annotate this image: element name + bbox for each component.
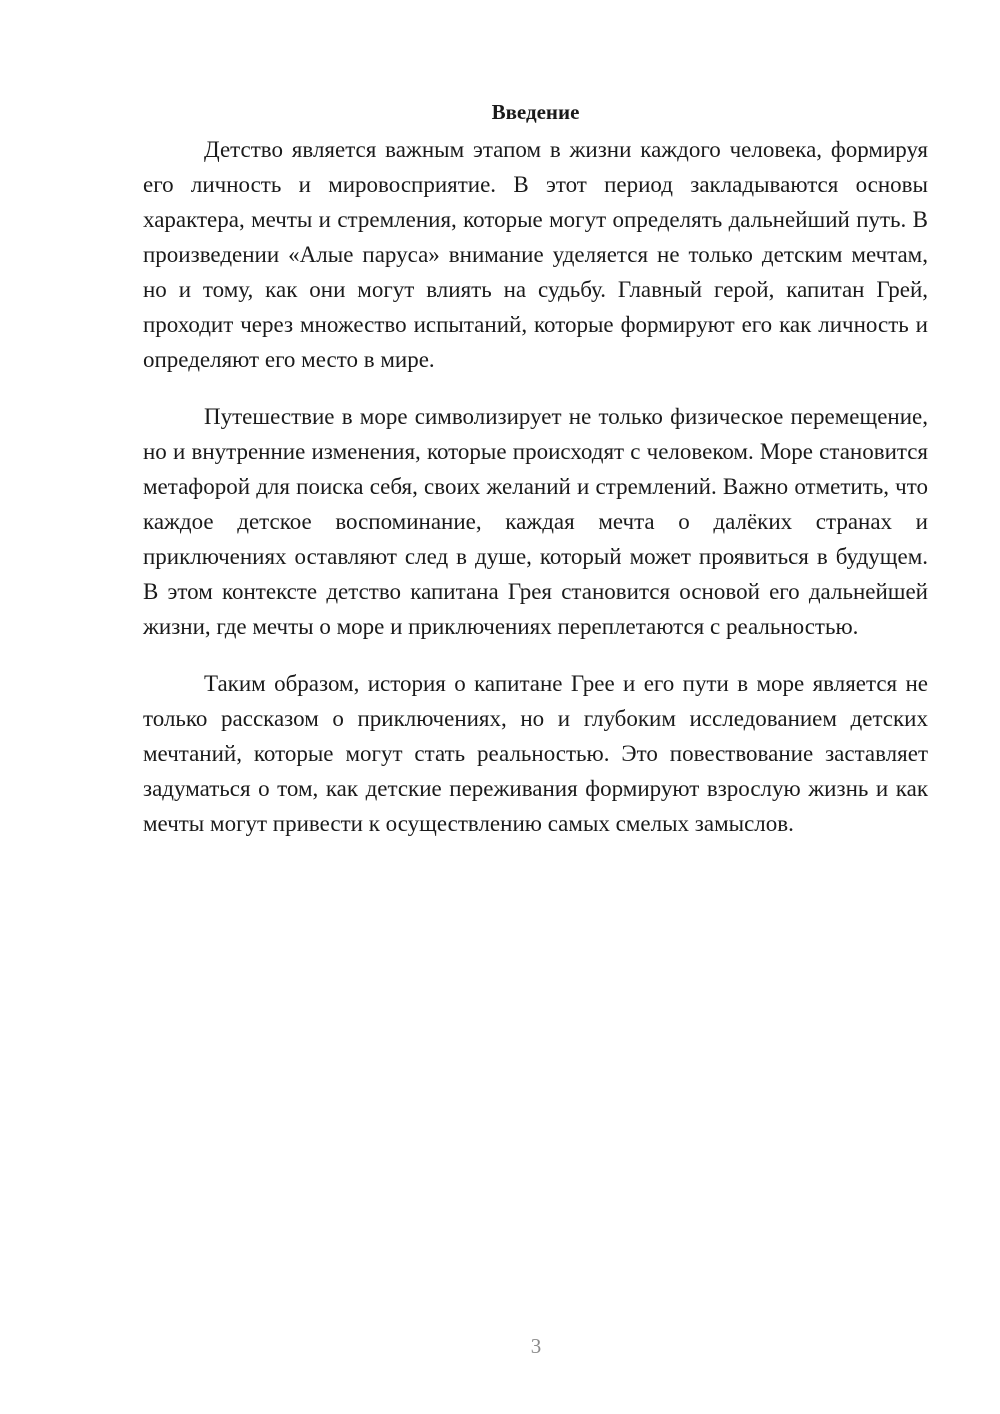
document-body [143, 97, 928, 863]
paragraph-1: Детство является важным этапом в жизни каждого человека, формируя его личность и мировосприятие. В этот период закладываются основы характера, мечты и стремления, которые могут определять дальнейший путь. В произведении «Алые паруса» внимание уделяется не только детским мечтам, но и тому, как они могут влиять на судьбу. Главный герой, капитан Грей, проходит через множество испытаний, которые формируют его как личность и определяют его место в мире. [143, 137, 928, 372]
section-heading: Введение [491, 100, 580, 124]
paragraph-3: Таким образом, история о капитане Грее и его пути в море является не только рассказом о приключениях, но и глубоким исследованием детских мечтаний, которые могут стать реальностью. Это повествование заставляет задуматься о том, как детские переживания формируют взрослую жизнь и как мечты могут привести к осуществлению самых смелых замыслов. [143, 671, 928, 836]
paragraph-2: Путешествие в море символизирует не только физическое перемещение, но и внутренние изменения, которые происходят с человеком. Море становится метафорой для поиска себя, своих желаний и стремлений. Важно отметить, что каждое детское воспоминание, каждая мечта о далёких странах и приключениях оставляют след в душе, который может проявиться в будущем. В этом контексте детство капитана Грея становится основой его дальнейшей жизни, где мечты о море и приключениях переплетаются с реальностью. [143, 404, 928, 639]
page-number: 3 [530, 1334, 542, 1358]
